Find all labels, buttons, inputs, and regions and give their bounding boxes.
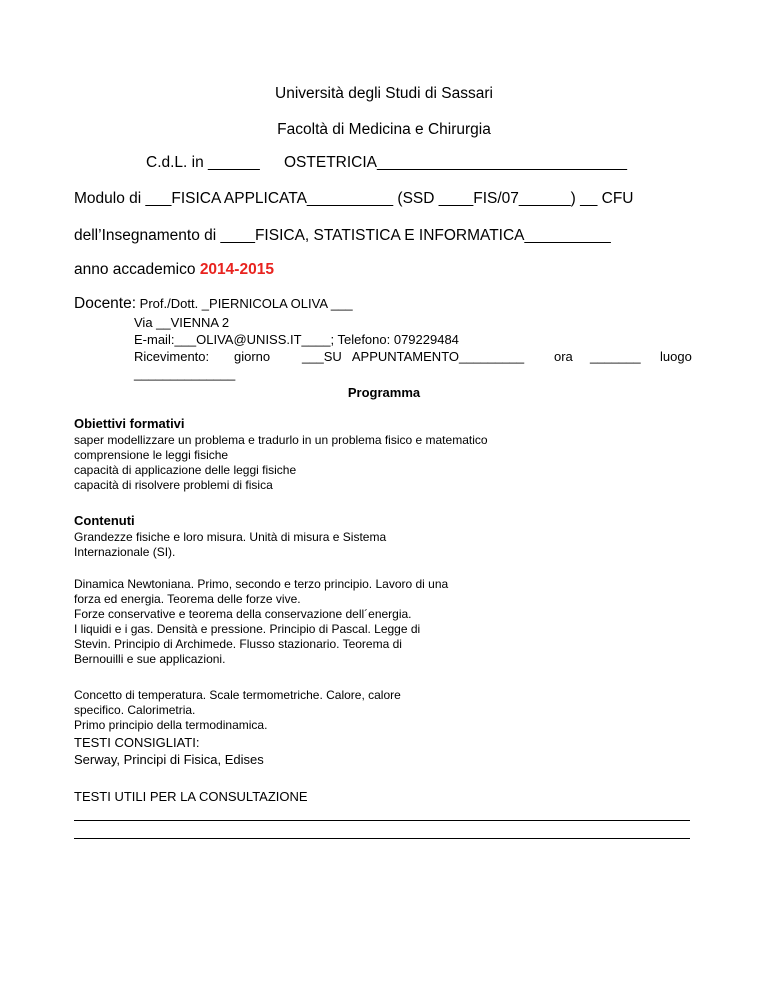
ricevimento-label: Ricevimento: bbox=[134, 349, 210, 364]
cdl-value: OSTETRICIA_____________________________ bbox=[284, 154, 627, 171]
contenuti-line: Internazionale (SI). bbox=[74, 545, 176, 559]
programma-title: Programma bbox=[347, 385, 421, 400]
contenuti-line: specifico. Calorimetria. bbox=[74, 703, 196, 717]
obiettivi-item: comprensione le leggi fisiche bbox=[74, 448, 229, 462]
obiettivi-item: saper modellizzare un problema e tradurlo in un problema fisico e matematico bbox=[74, 433, 488, 447]
obiettivi-item: capacità di applicazione delle leggi fisiche bbox=[74, 463, 297, 477]
contenuti-line: Dinamica Newtoniana. Primo, secondo e terzo principio. Lavoro di una bbox=[74, 577, 449, 591]
docente-line bbox=[74, 295, 353, 313]
contenuti-line: Stevin. Principio di Archimede. Flusso stazionario. Teorema di bbox=[74, 637, 402, 651]
contenuti-line: I liquidi e i gas. Densità e pressione. Principio di Pascal. Legge di bbox=[74, 622, 421, 636]
blank-rule bbox=[74, 820, 690, 821]
contenuti-heading: Contenuti bbox=[74, 513, 135, 528]
docente-contacts: E-mail:___OLIVA@UNISS.IT____; Telefono: 079229484 bbox=[134, 332, 459, 347]
contenuti-line: Bernouilli e sue applicazioni. bbox=[74, 652, 226, 666]
faculty-title: Facoltà di Medicina e Chirurgia bbox=[277, 121, 491, 138]
ricevimento-giorno: giorno bbox=[234, 349, 271, 364]
testi-consigliati-text: Serway, Principi di Fisica, Edises bbox=[74, 752, 264, 767]
luogo-blank: ______________ bbox=[134, 366, 236, 381]
docente-address: Via __VIENNA 2 bbox=[134, 315, 230, 330]
blank-rule bbox=[74, 838, 690, 839]
insegnamento-line: dell’Insegnamento di ____FISICA, STATISTICA E INFORMATICA__________ bbox=[74, 227, 611, 244]
testi-consultazione-heading: TESTI UTILI PER LA CONSULTAZIONE bbox=[74, 789, 308, 804]
anno-line bbox=[74, 261, 274, 279]
ricevimento-ora-blank: _______ bbox=[590, 349, 641, 364]
cdl-prefix: C.d.L. in ______ bbox=[146, 154, 260, 171]
testi-consigliati-heading: TESTI CONSIGLIATI: bbox=[74, 735, 200, 750]
university-title: Università degli Studi di Sassari bbox=[275, 85, 493, 102]
obiettivi-heading: Obiettivi formativi bbox=[74, 416, 185, 431]
contenuti-line: forza ed energia. Teorema delle forze vive. bbox=[74, 592, 301, 606]
ricevimento-appuntamento: ___SU APPUNTAMENTO_________ bbox=[302, 349, 525, 364]
obiettivi-item: capacità di risolvere problemi di fisica bbox=[74, 478, 273, 492]
anno-value: 2014-2015 bbox=[199, 261, 274, 278]
contenuti-line: Primo principio della termodinamica. bbox=[74, 718, 268, 732]
modulo-line: Modulo di ___FISICA APPLICATA__________ (SSD ____FIS/07______) __ CFU bbox=[74, 190, 634, 207]
docente-name: Prof./Dott. _PIERNICOLA OLIVA ___ bbox=[136, 296, 353, 311]
docente-label: Docente: bbox=[74, 295, 137, 312]
contenuti-line: Forze conservative e teorema della conservazione dell´energia. bbox=[74, 607, 412, 621]
ricevimento-luogo: luogo bbox=[660, 349, 692, 364]
anno-label: anno accademico bbox=[74, 261, 200, 278]
contenuti-line: Grandezze fisiche e loro misura. Unità di misura e Sistema bbox=[74, 530, 387, 544]
ricevimento-ora: ora bbox=[554, 349, 573, 364]
contenuti-line: Concetto di temperatura. Scale termometriche. Calore, calore bbox=[74, 688, 401, 702]
